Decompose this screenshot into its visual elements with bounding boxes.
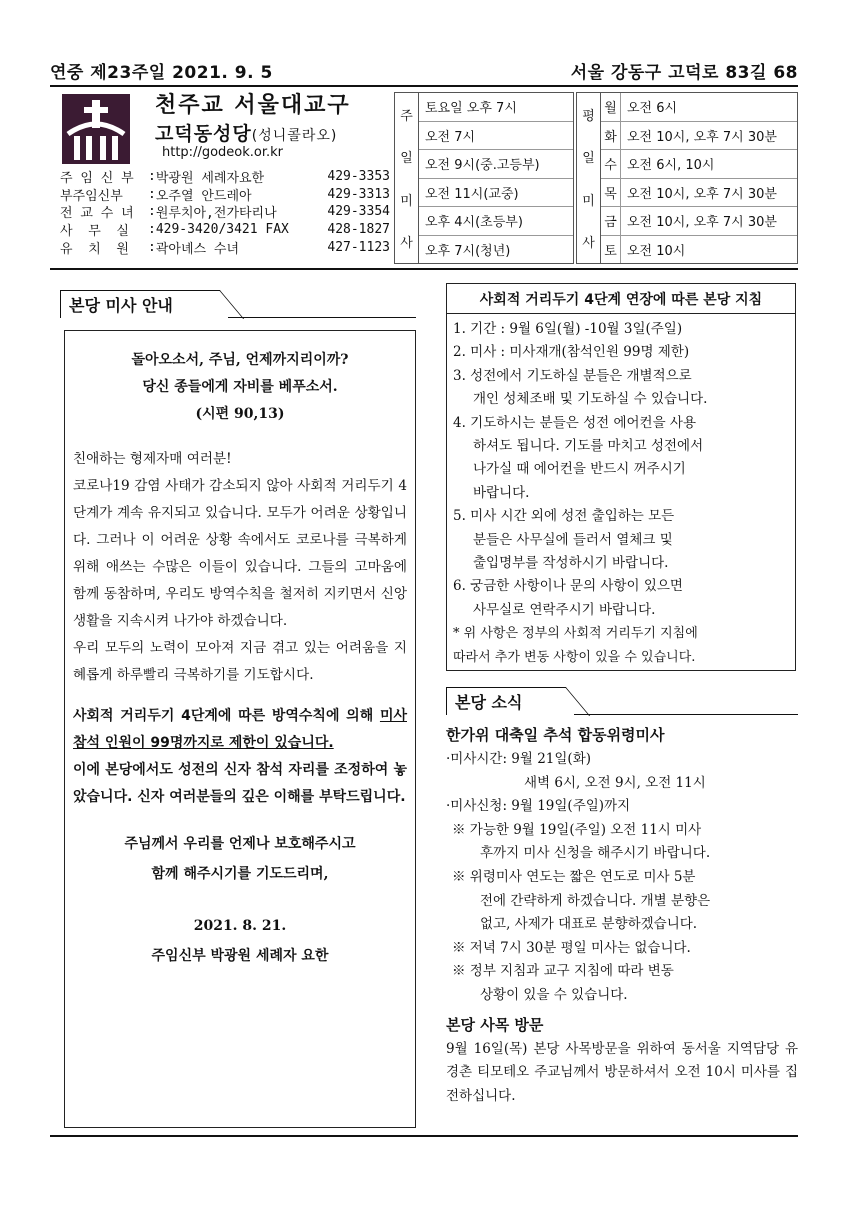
weekday-row: [601, 150, 797, 179]
parish-logo-icon: [62, 94, 130, 164]
guideline-item: 1. 기간 : 9월 6일(월) -10월 3일(주일): [453, 321, 683, 337]
weekday-day: 목: [601, 179, 621, 207]
sunday-mass-table: [394, 92, 574, 264]
staff-list: [60, 168, 390, 256]
weekday-row: [601, 207, 797, 236]
staff-phone: 429-3354: [327, 204, 390, 220]
staff-role: 전 교 수 녀: [60, 206, 134, 222]
weekday-mass-times: [601, 93, 797, 263]
sunday-mass-label: 주 일 미 사: [395, 93, 419, 263]
section-divider: [50, 268, 798, 270]
weekday-time: 오전 10시, 오후 7시 30분: [627, 129, 777, 145]
news-line: ※ 위령미사 연도는 짧은 연도로 미사 5분: [452, 868, 696, 885]
staff-phone: 427-1123: [327, 239, 390, 255]
mass-time-row: 오후 7시(청년): [425, 243, 511, 259]
weekday-row: [601, 236, 797, 264]
staff-row: 유 치 원 : 곽아녜스 수녀 427-1123: [60, 239, 390, 257]
guideline-item: 6. 궁금한 사항이나 문의 사항이 있으면 사무실로 연락주시기 바랍니다.: [453, 578, 683, 618]
letter-signoff: [73, 911, 407, 971]
footer-divider: [50, 1135, 798, 1137]
news-heading: 한가위 대축일 추석 합동위령미사: [446, 726, 665, 744]
parish-patron: (성니콜라오): [251, 128, 338, 144]
mass-time-row: 오전 9시(중.고등부): [419, 150, 573, 179]
staff-row: 사 무 실 : 429-3420/3421 FAX 428-1827: [60, 222, 390, 240]
guideline-item: 3. 성전에서 기도하실 분들은 개별적으로 개인 성체조배 및 기도하실 수 있습니다.: [453, 367, 708, 408]
news-line: ·미사신청: 9월 19일(주일)까지: [446, 798, 631, 815]
letter-greeting: 친애하는 형제자매 여러분!: [73, 451, 232, 467]
news-line: 새벽 6시, 오전 9시, 오전 11시: [524, 774, 706, 791]
staff-name: 곽아녜스 수녀: [155, 241, 240, 257]
staff-phone: 429-3313: [327, 186, 390, 202]
weekday-day: 토: [601, 236, 621, 264]
visit-notice: 9월 16일(목) 본당 사목방문을 위하여 동서울 지역담당 유경촌 티모테오 주교님께서 방문하셔서 오전 10시 미사를 집전하십니다.: [446, 1040, 798, 1104]
weekday-row: [601, 93, 797, 122]
news-line: ·미사시간: 9월 21일(화): [446, 751, 592, 767]
tab-underline: [228, 317, 416, 318]
mass-time-row: 오전 7시: [419, 122, 573, 151]
seating-notice: 이에 본당에서도 성전의 신자 참석 자리를 조정하여 놓았습니다. 신자 여러분들의 깊은 이해를 부탁드립니다.: [73, 762, 407, 805]
letter-paragraph: 코로나19 감염 사태가 감소되지 않아 사회적 거리두기 4단계가 계속 유지되고 있습니다. 모두가 어려운 상황입니다. 그러나 이 어려운 상황 속에서도 코로나를 극복하게 위해 애쓰는 수많은 이들이 있습니다. 그들의 고마움에 함께 동참하며, 우리도 방역수칙을 철저히 지키면서 신앙생활을 지속시켜 나가야 하겠습니다.: [73, 478, 407, 629]
staff-name: 오주열 안드레아: [155, 188, 252, 204]
diocese-name: 천주교 서울대교구: [155, 93, 351, 118]
issue-date: 연중 제23주일 2021. 9. 5: [50, 63, 273, 83]
news-lines: [446, 748, 798, 1008]
weekday-row: [601, 179, 797, 208]
guideline-item: 2. 미사 : 미사재개(참석인원 99명 제한): [453, 344, 690, 361]
staff-role: 유 치 원: [60, 241, 129, 257]
parish-news: [446, 722, 798, 1108]
guidelines-title: 사회적 거리두기 4단계 연장에 따른 본당 지침: [447, 284, 795, 314]
staff-name: 429-3420/3421 FAX: [155, 222, 289, 238]
staff-role: 주 임 신 부: [60, 171, 134, 187]
staff-phone: 428-1827: [327, 222, 390, 238]
news-line: ※ 정부 지침과 교구 지침에 따라 변동: [452, 963, 674, 980]
weekday-row: [601, 122, 797, 151]
parish-url[interactable]: http://godeok.or.kr: [162, 145, 284, 160]
news-tab: 본당 소식: [446, 687, 556, 715]
staff-row: 주 임 신 부 : 박광원 세례자요한 429-3353: [60, 169, 390, 187]
mass-guide-tab: 본당 미사 안내: [60, 290, 210, 318]
weekday-mass-table: [576, 92, 798, 264]
weekday-day: 월: [601, 93, 621, 121]
staff-role: 사 무 실: [60, 224, 129, 240]
staff-role: 부주임신부: [60, 188, 123, 204]
bulletin-header: [50, 58, 798, 84]
news-heading: 본당 사목 방문: [446, 1015, 544, 1034]
pastor-letter: [64, 330, 416, 1128]
news-line: ※ 가능한 9월 19일(주일) 오전 11시 미사: [452, 821, 702, 838]
psalm-verse: 돌아오소서, 주님, 언제까지리이까? 당신 종들에게 자비를 베푸소서. (시편 90,13): [131, 352, 349, 422]
tab-underline: [574, 714, 798, 715]
weekday-time: 오전 10시, 오후 7시 30분: [627, 186, 777, 202]
staff-name: 박광원 세례자요한: [155, 171, 265, 187]
guidelines-note: * 위 사항은 정부의 사회적 거리두기 지침에 따라서 추가 변동 사항이 있을 수 있습니다.: [453, 626, 698, 665]
staff-phone: 429-3353: [327, 169, 390, 185]
weekday-time: 오전 6시: [627, 101, 678, 117]
weekday-day: 수: [601, 150, 621, 178]
news-line: 후까지 미사 신청을 해주시기 바랍니다.: [480, 845, 711, 862]
staff-row: 전 교 수 녀 : 원루치아,전가타리나 429-3354: [60, 204, 390, 222]
news-line: ※ 저녁 7시 30분 평일 미사는 없습니다.: [452, 939, 691, 956]
header-divider: [50, 85, 798, 87]
staff-name: 원루치아,전가타리나: [155, 206, 277, 222]
weekday-mass-label: 평 일 미 사: [577, 93, 601, 263]
letter-date: 2021. 8. 21.: [193, 918, 287, 934]
weekday-day: 금: [601, 207, 621, 235]
mass-time-row: 토요일 오후 7시: [419, 93, 573, 122]
weekday-time: 오전 10시, 오후 7시 30분: [627, 215, 777, 231]
weekday-day: 화: [601, 122, 621, 150]
mass-time-row: 오후 4시(초등부): [419, 207, 573, 236]
parish-title: [155, 92, 351, 150]
staff-row: 부주임신부 : 오주열 안드레아 429-3313: [60, 186, 390, 204]
letter-closing: 주님께서 우리를 언제나 보호해주시고 함께 해주시기를 기도드리며,: [124, 836, 356, 882]
guideline-item: 5. 미사 시간 외에 성전 출입하는 모든 분들은 사무실에 들러서 열체크 및 출입명부를 작성하시기 바랍니다.: [453, 508, 675, 572]
sunday-mass-times: [419, 93, 573, 263]
restriction-notice: 사회적 거리두기 4단계에 따른 방역수칙에 의해 미사참석 인원이 99명까지로 제한이 있습니다.: [73, 708, 407, 751]
parish-address: 서울 강동구 고덕로 83길 68: [570, 63, 798, 83]
guideline-item: 4. 기도하시는 분들은 성전 에어컨을 사용 하셔도 됩니다. 기도를 마치고 성전에서 나가실 때 에어컨을 반드시 꺼주시기 바랍니다.: [453, 414, 704, 501]
news-line: 전에 간략하게 하겠습니다. 개별 분향은: [480, 892, 711, 909]
weekday-time: 오전 10시: [627, 243, 686, 259]
guidelines-list: [447, 314, 795, 622]
mass-time-row: 오전 11시(교중): [419, 179, 573, 208]
parish-name: 고덕동성당: [155, 123, 252, 145]
weekday-time: 오전 6시, 10시: [627, 158, 715, 174]
letter-paragraph: 우리 모두의 노력이 모아져 지금 겪고 있는 어려움을 지혜롭게 하루빨리 극복하기를 기도합시다.: [73, 640, 407, 683]
guidelines-box: [446, 283, 796, 671]
letter-signature: 주임신부 박광원 세례자 요한: [151, 948, 329, 964]
news-line: 상황이 있을 수 있습니다.: [480, 986, 628, 1003]
news-line: 없고, 사제가 대표로 분향하겠습니다.: [480, 916, 698, 933]
